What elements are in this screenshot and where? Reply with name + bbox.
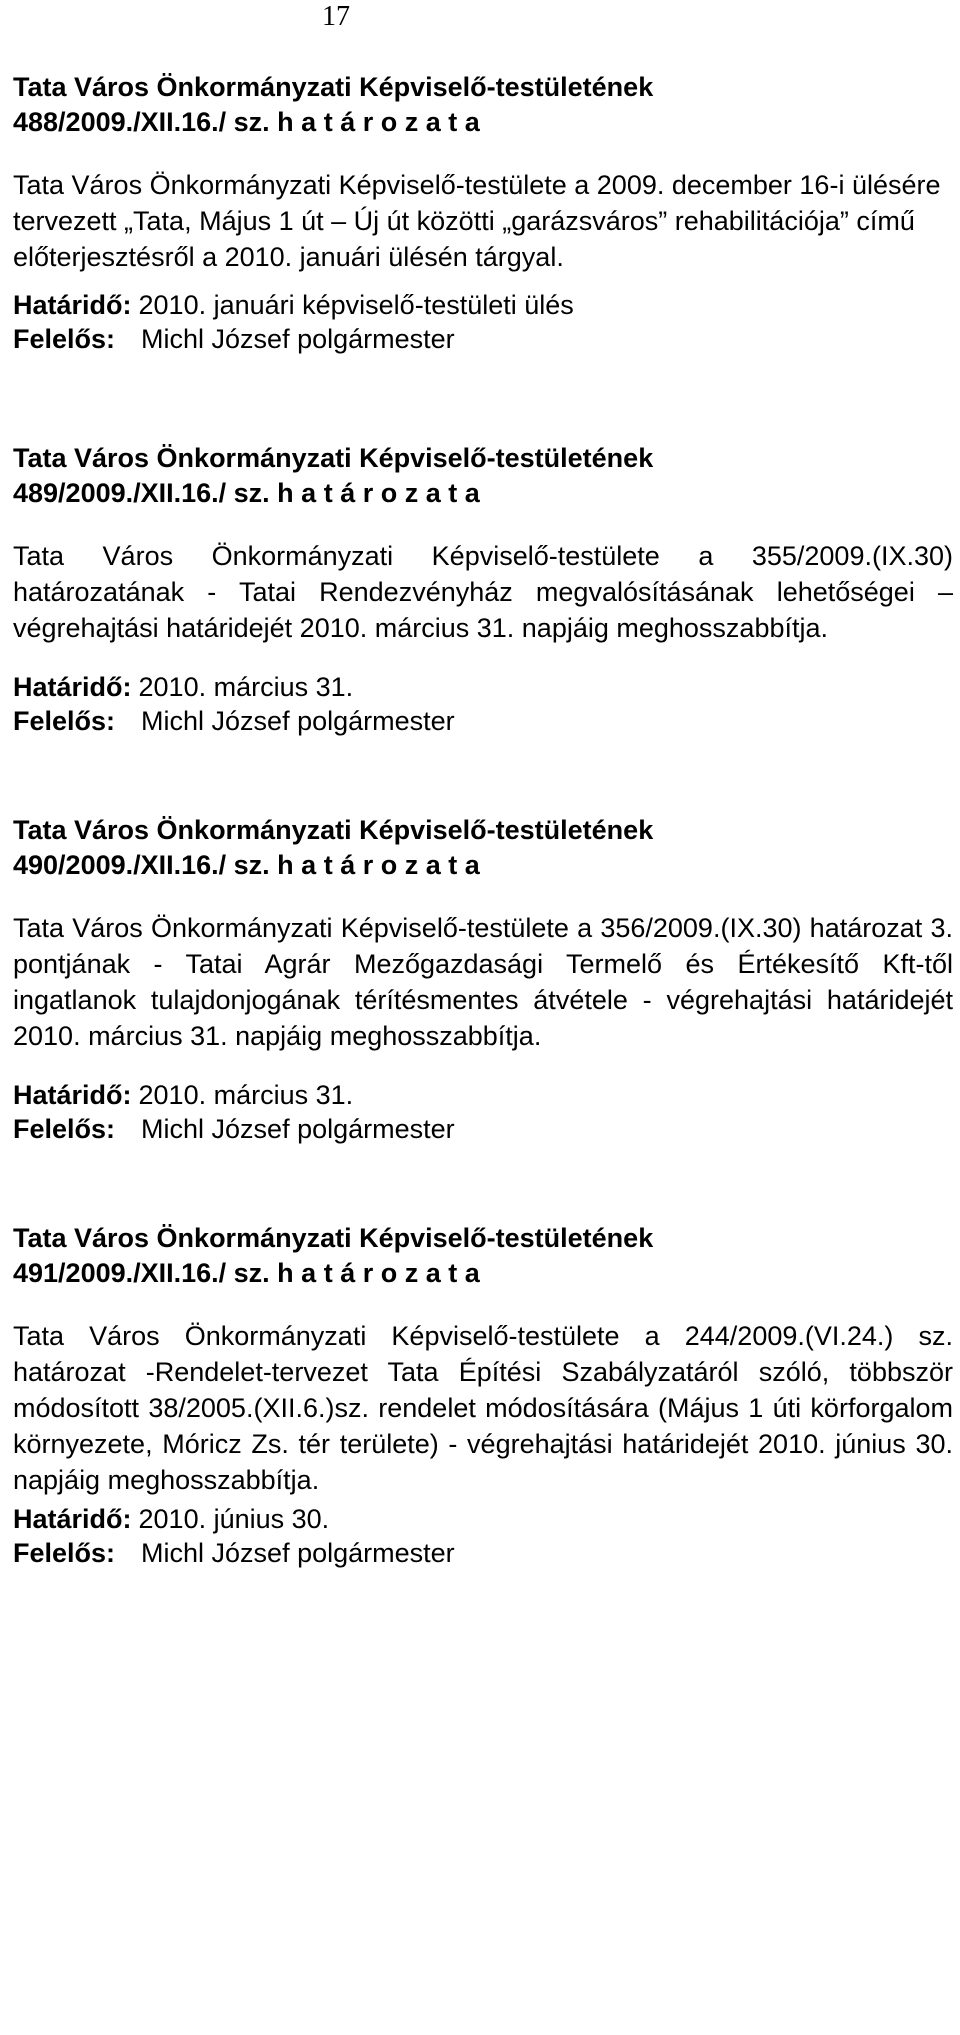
responsible-label: Felelős: [13, 706, 116, 736]
resolution-heading-line1: Tata Város Önkormányzati Képviselő-testületének [13, 443, 654, 473]
resolution-488 [13, 70, 953, 356]
responsible-label: Felelős: [13, 324, 116, 354]
deadline-line [13, 288, 953, 322]
resolution-body: Tata Város Önkormányzati Képviselő-testülete a 244/2009.(VI.24.) sz. határozat -Rendelet-tervezet Tata Építési Szabályzatáról szóló, többször módosított 38/2005.(XII.6.)sz. rendelet módosítására (Május 1 úti körforgalom környezete, Móricz Zs. tér területe) - végrehajtási határidejét 2010. június 30. napjáig meghosszabbítja. [13, 1321, 953, 1495]
deadline-label: Határidő: [13, 1080, 132, 1110]
deadline-value: 2010. március 31. [138, 672, 354, 702]
deadline-label: Határidő: [13, 672, 132, 702]
deadline-value: 2010. március 31. [138, 1080, 354, 1110]
responsible-value: Michl József polgármester [141, 706, 455, 736]
resolution-heading [13, 70, 953, 140]
deadline-line [13, 1078, 953, 1112]
resolution-heading [13, 1221, 953, 1291]
responsible-line [13, 704, 953, 738]
responsible-label: Felelős: [13, 1114, 116, 1144]
responsible-line [13, 1536, 953, 1570]
deadline-line [13, 670, 953, 704]
resolution-heading [13, 441, 953, 511]
deadline-label: Határidő: [13, 1504, 132, 1534]
deadline-value: 2010. június 30. [138, 1504, 330, 1534]
resolution-490 [13, 813, 953, 1146]
responsible-label: Felelős: [13, 1538, 116, 1568]
resolution-heading-line2: 490/2009./XII.16./ sz. h a t á r o z a t a [13, 850, 480, 880]
deadline-value: 2010. januári képviselő-testületi ülés [138, 290, 574, 320]
resolution-heading-line2: 488/2009./XII.16./ sz. h a t á r o z a t a [13, 107, 480, 137]
resolution-489 [13, 441, 953, 738]
page-number: 17 [322, 1, 350, 32]
deadline-label: Határidő: [13, 290, 132, 320]
responsible-line [13, 322, 953, 356]
document-body [13, 70, 953, 1570]
resolution-heading [13, 813, 953, 883]
responsible-line [13, 1112, 953, 1146]
resolution-heading-line1: Tata Város Önkormányzati Képviselő-testületének [13, 815, 654, 845]
resolution-body: Tata Város Önkormányzati Képviselő-testülete a 356/2009.(IX.30) határozat 3. pontjának - Tatai Agrár Mezőgazdasági Termelő és Értékesítő Kft-től ingatlanok tulajdonjogának térítésmentes átvétele - végrehajtási határidejét 2010. március 31. napjáig meghosszabbítja. [13, 913, 953, 1051]
resolution-heading-line2: 489/2009./XII.16./ sz. h a t á r o z a t a [13, 478, 480, 508]
resolution-body: Tata Város Önkormányzati Képviselő-testülete a 355/2009.(IX.30) határozatának - Tatai Rendezvényház megvalósításának lehetőségei – végrehajtási határidejét 2010. március 31. napjáig meghosszabbítja. [13, 541, 953, 643]
resolution-heading-line1: Tata Város Önkormányzati Képviselő-testületének [13, 72, 654, 102]
resolution-body: Tata Város Önkormányzati Képviselő-testülete a 2009. december 16-i ülésére tervezett „Tata, Május 1 út – Új út közötti „garázsváros” rehabilitációja” című előterjesztésről a 2010. januári ülésén tárgyal. [13, 170, 941, 272]
resolution-heading-line1: Tata Város Önkormányzati Képviselő-testületének [13, 1223, 654, 1253]
resolution-491 [13, 1221, 953, 1570]
responsible-value: Michl József polgármester [141, 324, 455, 354]
deadline-line [13, 1502, 953, 1536]
responsible-value: Michl József polgármester [141, 1538, 455, 1568]
responsible-value: Michl József polgármester [141, 1114, 455, 1144]
resolution-heading-line2: 491/2009./XII.16./ sz. h a t á r o z a t a [13, 1258, 480, 1288]
